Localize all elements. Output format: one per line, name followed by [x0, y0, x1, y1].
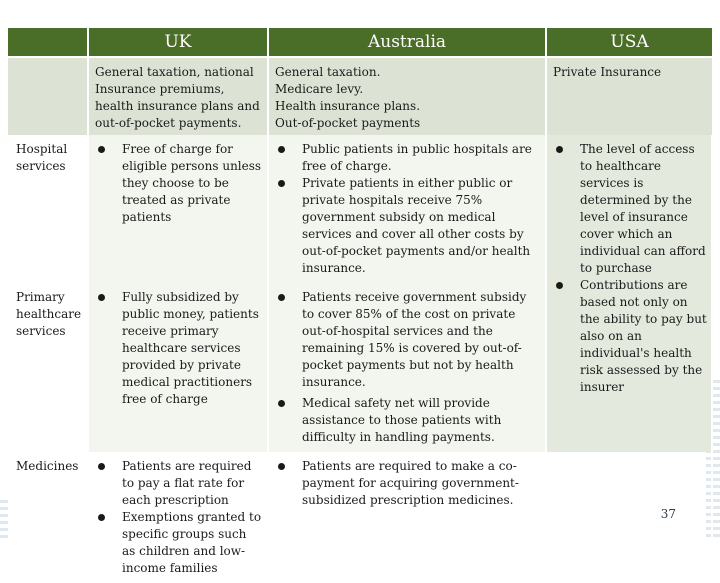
list-item: Public patients in public hospitals are free of charge.	[275, 141, 541, 175]
decorative-edge-pattern-left	[0, 500, 8, 540]
list-item: Patients receive government subsidy to cover 85% of the cost on private out-of-hospital services and the remaining 15% is covered by out-of-pocket payments but not by health insurance.	[275, 289, 541, 391]
header-australia: Australia	[268, 28, 546, 57]
usa-medicines-empty	[546, 452, 712, 583]
header-row	[8, 28, 712, 57]
list-item: Free of charge for eligible persons unless they choose to be treated as private patients	[95, 141, 263, 226]
row-label-hospital: Hospital services	[8, 135, 88, 283]
funding-australia-line: General taxation.	[275, 65, 381, 79]
funding-usa: Private Insurance	[546, 57, 712, 135]
table-row	[8, 135, 712, 283]
funding-australia-line: Health insurance plans.	[275, 99, 421, 113]
funding-row	[8, 57, 712, 135]
list-item: The level of access to healthcare services is determined by the level of insurance cover which an individual can afford to purchase	[553, 141, 707, 277]
healthcare-comparison-table	[8, 28, 713, 583]
list-item: Medical safety net will provide assistance to those patients with difficulty in handling payments.	[275, 395, 541, 446]
australia-hospital	[268, 135, 546, 283]
australia-medicines	[268, 452, 546, 583]
funding-australia	[268, 57, 546, 135]
table-row	[8, 452, 712, 583]
uk-hospital	[88, 135, 268, 283]
list-item: Private patients in either public or private hospitals receive 75% government subsidy on medical services and cover all other costs by out-of-pocket payments and/or health insurance.	[275, 175, 541, 277]
header-empty	[8, 28, 88, 57]
header-uk: UK	[88, 28, 268, 57]
funding-label-empty	[8, 57, 88, 135]
funding-australia-line: Medicare levy.	[275, 82, 364, 96]
header-usa: USA	[546, 28, 712, 57]
row-label-primary: Primary healthcare services	[8, 283, 88, 452]
page-number: 37	[660, 507, 676, 521]
usa-points	[546, 135, 712, 452]
australia-primary	[268, 283, 546, 452]
list-item: Exemptions granted to specific groups such as children and low-income families	[95, 509, 263, 577]
funding-australia-line: Out-of-pocket payments	[275, 116, 421, 130]
list-item: Patients are required to pay a flat rate for each prescription	[95, 458, 263, 509]
list-item: Fully subsidized by public money, patients receive primary healthcare services provided by private medical practitioners free of charge	[95, 289, 263, 408]
funding-uk: General taxation, national Insurance premiums, health insurance plans and out-of-pocket payments.	[88, 57, 268, 135]
row-label-medicines: Medicines	[8, 452, 88, 583]
uk-medicines	[88, 452, 268, 583]
list-item: Contributions are based not only on the ability to pay but also on an individual's health risk assessed by the insurer	[553, 277, 707, 396]
list-item: Patients are required to make a co-payment for acquiring government-subsidized prescription medicines.	[275, 458, 541, 509]
uk-primary	[88, 283, 268, 452]
